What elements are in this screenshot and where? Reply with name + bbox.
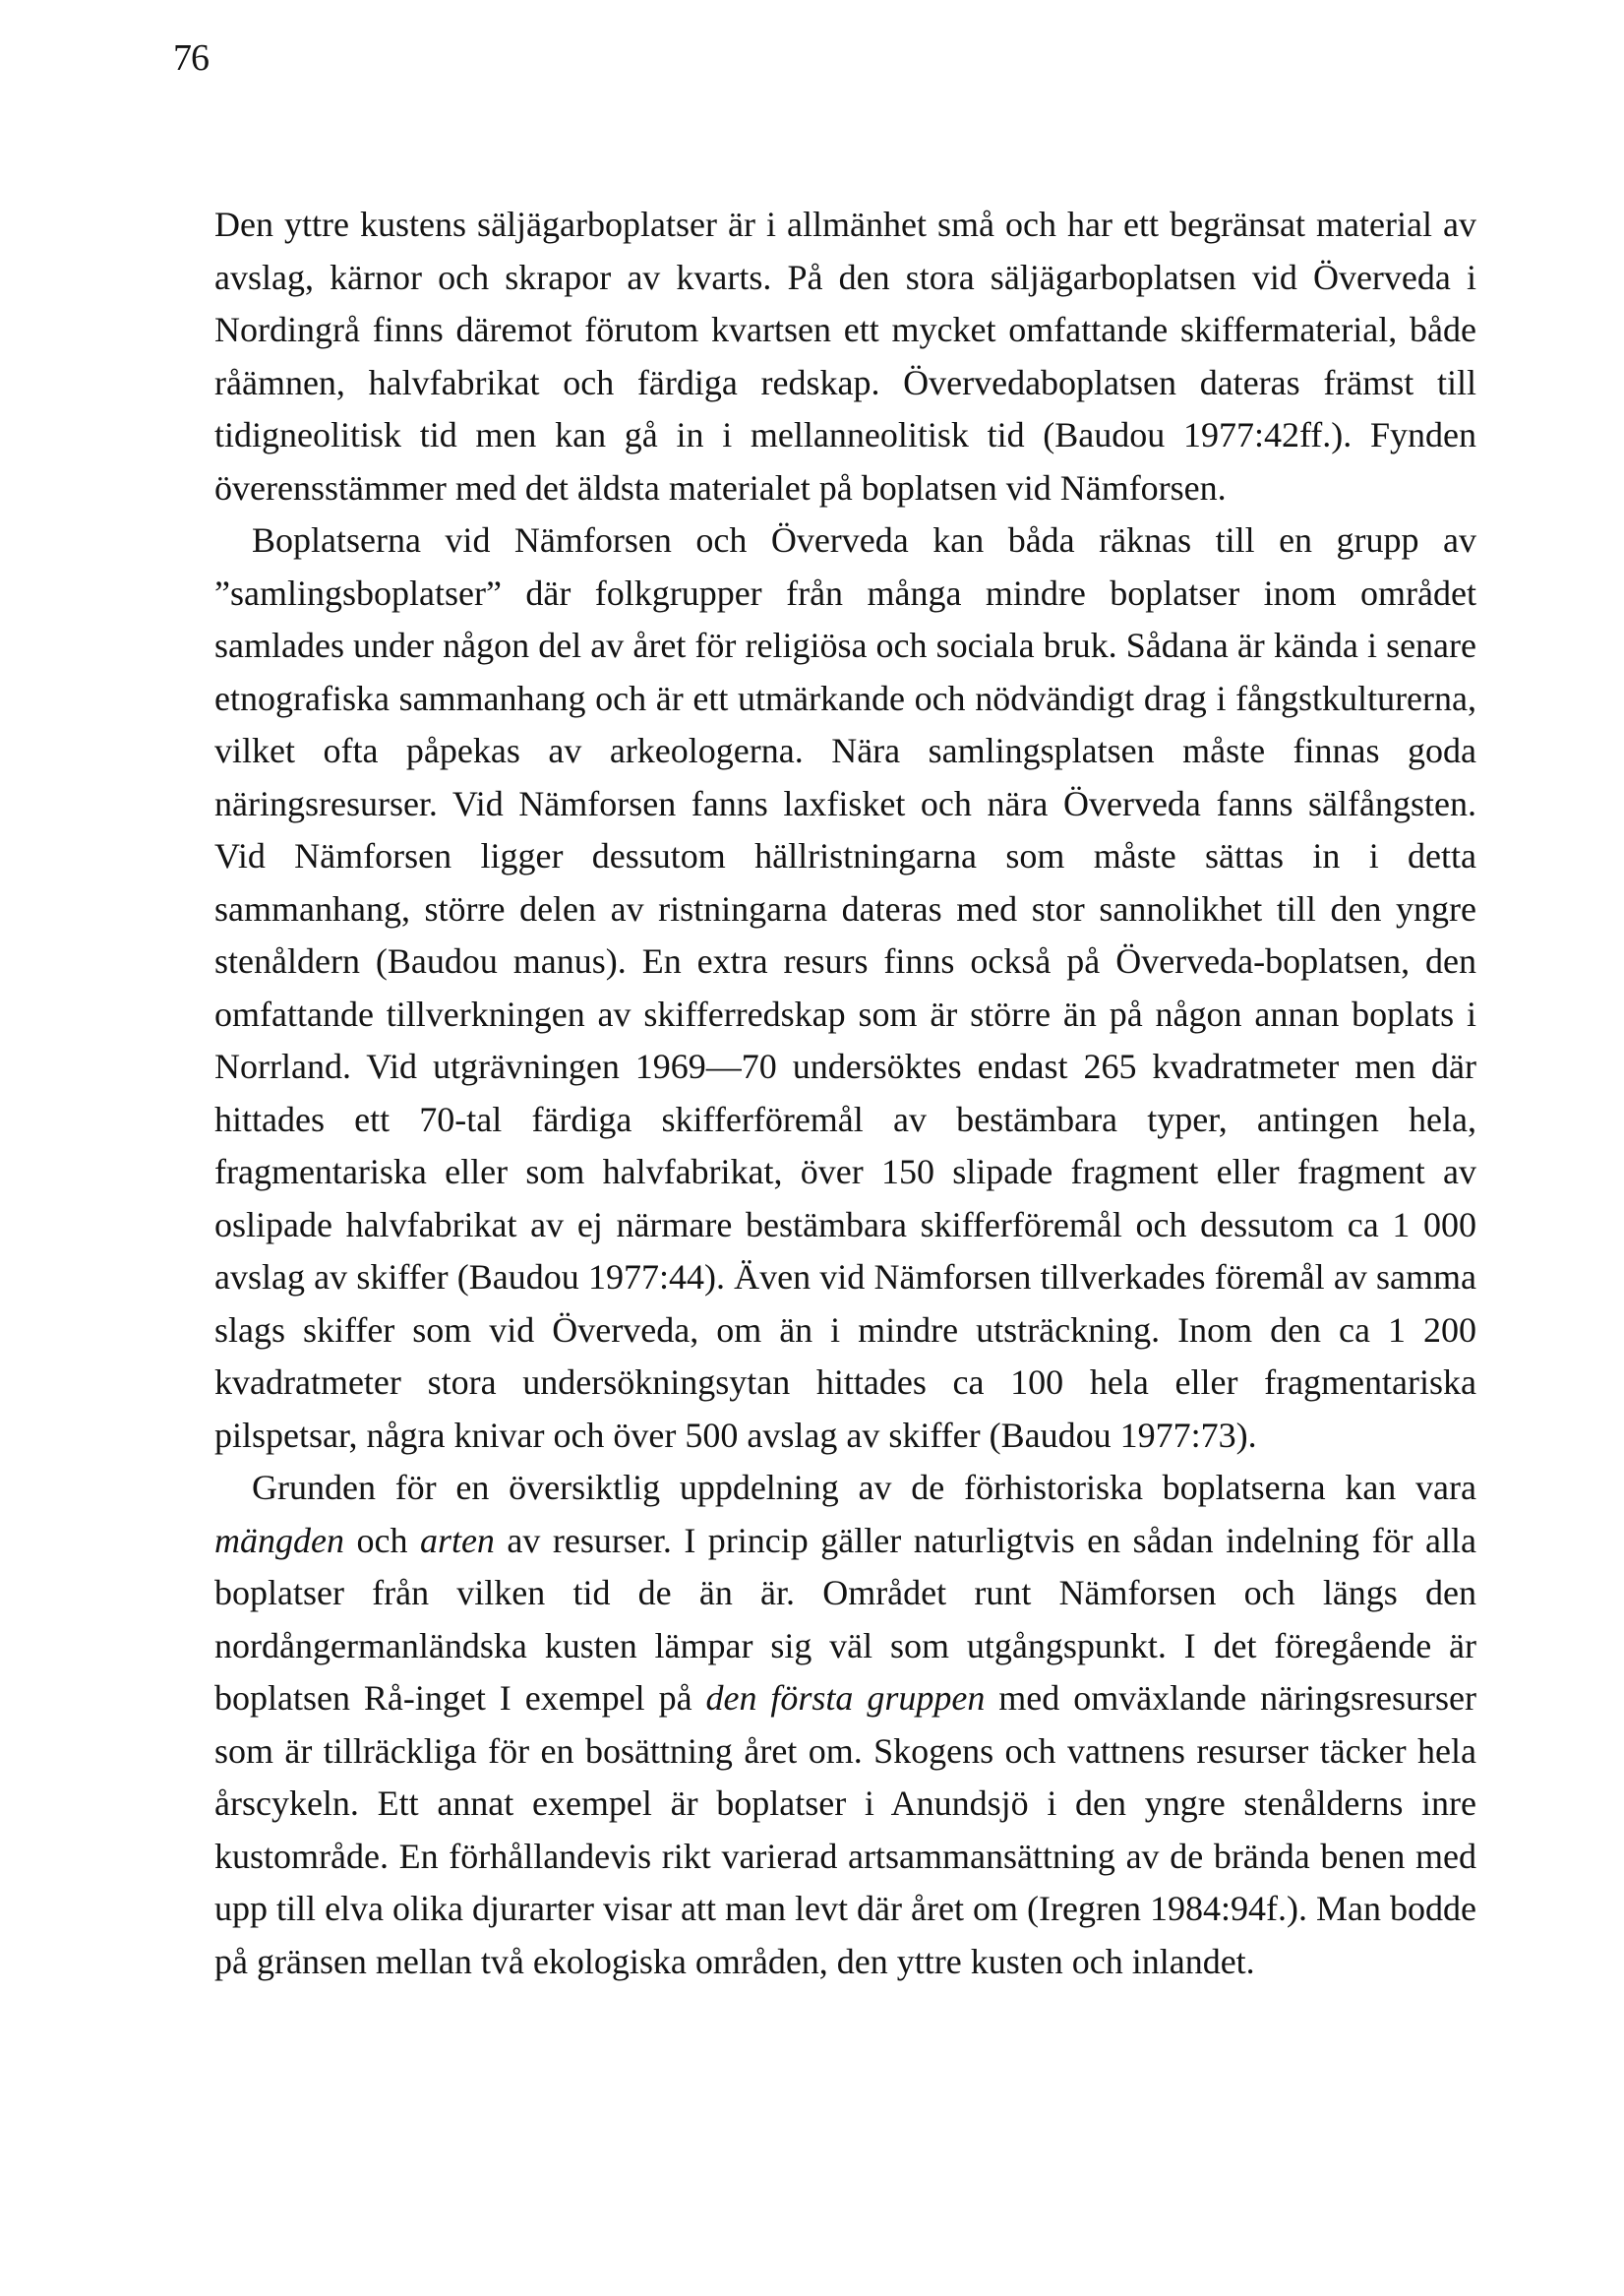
paragraph-3-text: av resurser. I princip gäller naturligtvis en sådan indelning för alla boplatser från vilken tid de än är. Området runt Nämforsen och längs den nordångermanländska kusten lämpar sig väl som utgångspunkt. I det föregående är boplatsen Rå-inget I exempel på: [214, 1520, 1476, 1718]
paragraph-3-text: Grunden för en översiktlig uppdelning av de förhistoriska boplatserna kan vara: [252, 1468, 1476, 1507]
paragraph-3: [214, 1462, 1476, 1988]
italic-term-den-forsta-gruppen: den första gruppen: [705, 1678, 986, 1718]
paragraph-1-text: Den yttre kustens säljägarboplatser är i allmänhet små och har ett begränsat material av avslag, kärnor och skrapor av kvarts. På den stora säljägarboplatsen vid Överveda i Nordingrå finns däremot förutom kvartsen ett mycket omfattande skiffermaterial, både råämnen, halvfabrikat och färdiga redskap. Övervedaboplatsen dateras främst till tidigneolitisk tid men kan gå in i mellanneolitisk tid (Baudou 1977:42ff.). Fynden överensstämmer med det äldsta materialet på boplatsen vid Nämforsen.: [214, 205, 1476, 508]
paragraph-2: [214, 514, 1476, 1462]
italic-term-arten: arten: [419, 1520, 495, 1560]
body-text: [214, 199, 1476, 1988]
italic-term-mangden: mängden: [214, 1520, 344, 1560]
page-number: 76: [173, 37, 209, 79]
paragraph-3-text: och: [343, 1520, 420, 1560]
paragraph-3-text: med omväxlande näringsresurser som är tillräckliga för en bosättning året om. Skogens och vattnens resurser täcker hela årscykeln. Ett annat exempel är boplatser i Anundsjö i den yngre stenålderns inre kustområde. En förhållandevis rikt varierad artsammansättning av de brända benen med upp till elva olika djurarter visar att man levt där året om (Iregren 1984:94f.). Man bodde på gränsen mellan två ekologiska områden, den yttre kusten och inlandet.: [214, 1678, 1476, 1981]
paragraph-2-text: Boplatserna vid Nämforsen och Överveda kan båda räknas till en grupp av ”samlingsboplatser” där folkgrupper från många mindre boplatser inom området samlades under någon del av året för religiösa och sociala bruk. Sådana är kända i senare etnografiska sammanhang och är ett utmärkande och nödvändigt drag i fångstkulturerna, vilket ofta påpekas av arkeologerna. Nära samlingsplatsen måste finnas goda näringsresurser. Vid Nämforsen fanns laxfisket och nära Överveda fanns sälfångsten. Vid Nämforsen ligger dessutom hällristningarna som måste sättas in i detta sammanhang, större delen av ristningarna dateras med stor sannolikhet till den yngre stenåldern (Baudou manus). En extra resurs finns också på Överveda-boplatsen, den omfattande tillverkningen av skifferredskap som är större än på någon annan boplats i Norrland. Vid utgrävningen 1969—70 undersöktes endast 265 kvadratmeter men där hittades ett 70-tal färdiga skifferföremål av bestämbara typer, antingen hela, fragmentariska eller som halvfabrikat, över 150 slipade fragment eller fragment av oslipade halvfabrikat av ej närmare bestämbara skifferföremål och dessutom ca 1 000 avslag av skiffer (Baudou 1977:44). Även vid Nämforsen tillverkades föremål av samma slags skiffer som vid Överveda, om än i mindre utsträckning. Inom den ca 1 200 kvadratmeter stora undersökningsytan hittades ca 100 hela eller fragmentariska pilspetsar, några knivar och över 500 avslag av skiffer (Baudou 1977:73).: [214, 520, 1476, 1455]
paragraph-1: [214, 199, 1476, 514]
